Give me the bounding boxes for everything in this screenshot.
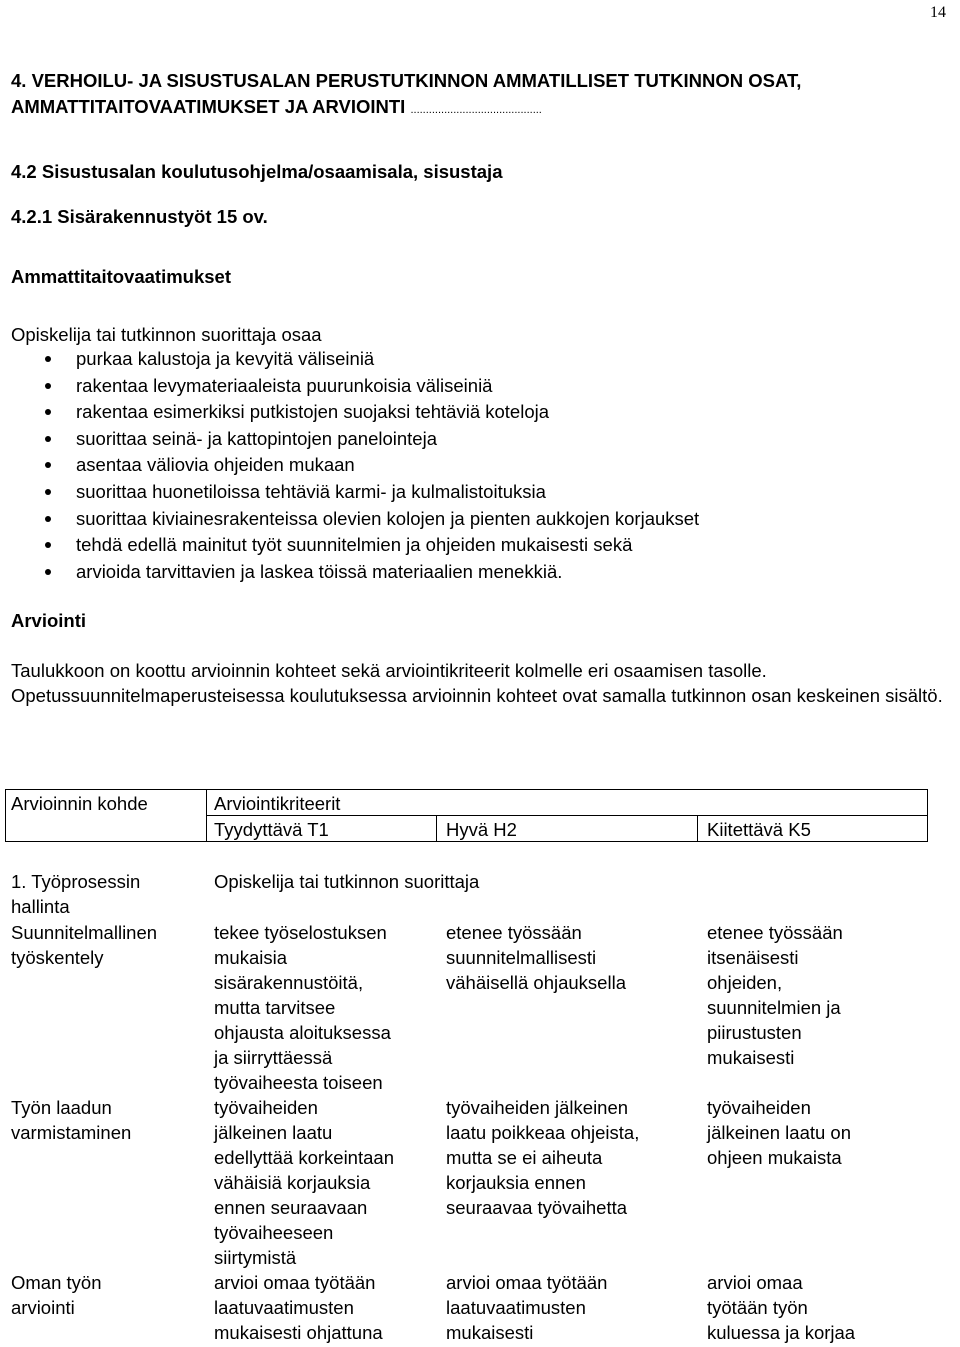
page-number: 14 <box>930 4 946 21</box>
bullet-icon <box>45 383 51 389</box>
evaluation-heading: Arviointi <box>11 610 87 631</box>
requirement-item <box>0 346 699 373</box>
level-header-k5: Kiitettävä K5 <box>707 819 811 840</box>
table-cell-t1: tekee työselostuksen mukaisia sisärakennustöitä, mutta tarvitsee ohjausta aloituksessa ja siirryttäessä työvaiheesta toiseen <box>214 922 391 1093</box>
table-cell-h2: arvioi omaa työtään laatuvaatimusten mukaisesti <box>446 1272 608 1343</box>
requirement-item <box>0 532 699 559</box>
bullet-icon <box>45 409 51 415</box>
section-title: 1. Työprosessin hallinta <box>11 871 141 917</box>
table-cell-t1: arvioi omaa työtään laatuvaatimusten mukaisesti ohjattuna <box>214 1272 383 1343</box>
table-cell-target: Oman työn arviointi <box>11 1272 102 1318</box>
table-border <box>5 789 928 790</box>
bullet-icon <box>45 569 51 575</box>
section-heading: 4.2 Sisustusalan koulutusohjelma/osaamisala, sisustaja <box>11 161 503 182</box>
requirement-item <box>0 559 699 586</box>
requirement-text: rakentaa levymateriaaleista puurunkoisia väliseiniä <box>76 374 493 396</box>
subsection-heading: 4.2.1 Sisärakennustyöt 15 ov. <box>11 206 268 227</box>
bullet-icon <box>45 516 51 522</box>
bullet-icon <box>45 436 51 442</box>
level-header-h2: Hyvä H2 <box>446 819 517 840</box>
table-cell-target: Suunnitelmallinen työskentely <box>11 922 158 968</box>
table-cell-t1: työvaiheiden jälkeinen laatu edellyttää korkeintaan vähäisiä korjauksia ennen seuraavaan työvaiheeseen siirtymistä <box>214 1097 394 1268</box>
main-heading <box>11 68 956 123</box>
bullet-icon <box>45 489 51 495</box>
requirement-item <box>0 373 699 400</box>
requirement-text: suorittaa seinä- ja kattopintojen panelointeja <box>76 427 437 449</box>
toc-leader-dots: ........................................... <box>410 104 542 116</box>
table-cell-target: Työn laadun varmistaminen <box>11 1097 132 1143</box>
requirement-text: rakentaa esimerkiksi putkistojen suojaksi tehtäviä koteloja <box>76 401 550 423</box>
main-heading-text: 4. VERHOILU- JA SISUSTUSALAN PERUSTUTKINNON AMMATILLISET TUTKINNON OSAT, AMMATTITAITOVAATIMUKSET JA ARVIOINTI <box>11 70 802 117</box>
requirements-intro: Opiskelija tai tutkinnon suorittaja osaa <box>11 324 322 345</box>
bullet-icon <box>45 462 51 468</box>
table-border <box>436 815 437 842</box>
requirement-item <box>0 426 699 453</box>
requirement-text: asentaa väliovia ohjeiden mukaan <box>76 454 355 476</box>
requirement-text: tehdä edellä mainitut työt suunnitelmien ja ohjeiden mukaisesti sekä <box>76 534 633 556</box>
requirement-item <box>0 479 699 506</box>
level-header-t1: Tyydyttävä T1 <box>214 819 329 840</box>
requirement-text: suorittaa huonetiloissa tehtäviä karmi- ja kulmalistoituksia <box>76 480 546 502</box>
column-header-criteria: Arviointikriteerit <box>214 793 341 814</box>
requirement-text: suorittaa kiviainesrakenteissa olevien kolojen ja pienten aukkojen korjaukset <box>76 507 700 529</box>
bullet-icon <box>45 356 51 362</box>
requirements-list <box>0 346 699 585</box>
table-cell-k5: työvaiheiden jälkeinen laatu on ohjeen mukaista <box>707 1097 851 1168</box>
requirements-heading: Ammattitaitovaatimukset <box>11 266 232 287</box>
requirement-item <box>0 452 699 479</box>
table-cell-k5: arvioi omaa työtään työn kuluessa ja korjaa <box>707 1272 856 1343</box>
section-intro: Opiskelija tai tutkinnon suorittaja <box>214 871 480 892</box>
table-border <box>5 789 6 842</box>
requirement-item <box>0 506 699 533</box>
table-border <box>697 815 698 842</box>
table-cell-h2: työvaiheiden jälkeinen laatu poikkeaa ohjeista, mutta se ei aiheuta korjauksia ennen seuraavaa työvaihetta <box>446 1097 640 1218</box>
bullet-icon <box>45 542 51 548</box>
requirement-text: purkaa kalustoja ja kevyitä väliseiniä <box>76 348 375 369</box>
column-header-target: Arvioinnin kohde <box>11 793 148 814</box>
table-border <box>206 789 207 842</box>
requirement-text: arvioida tarvittavien ja laskea töissä materiaalien menekkiä. <box>76 560 563 582</box>
table-cell-h2: etenee työssään suunnitelmallisesti vähäisellä ohjauksella <box>446 922 626 993</box>
table-border <box>927 789 928 842</box>
evaluation-paragraph: Taulukkoon on koottu arvioinnin kohteet sekä arviointikriteerit kolmelle eri osaamisen tasolle. Opetussuunnitelmaperusteisessa koulutuksessa arvioinnin kohteet ovat samalla tutkinnon osan keskeinen sisältö. <box>11 660 943 706</box>
table-cell-k5: etenee työssään itsenäisesti ohjeiden, suunnitelmien ja piirustusten mukaisesti <box>707 922 843 1068</box>
requirement-item <box>0 399 699 426</box>
